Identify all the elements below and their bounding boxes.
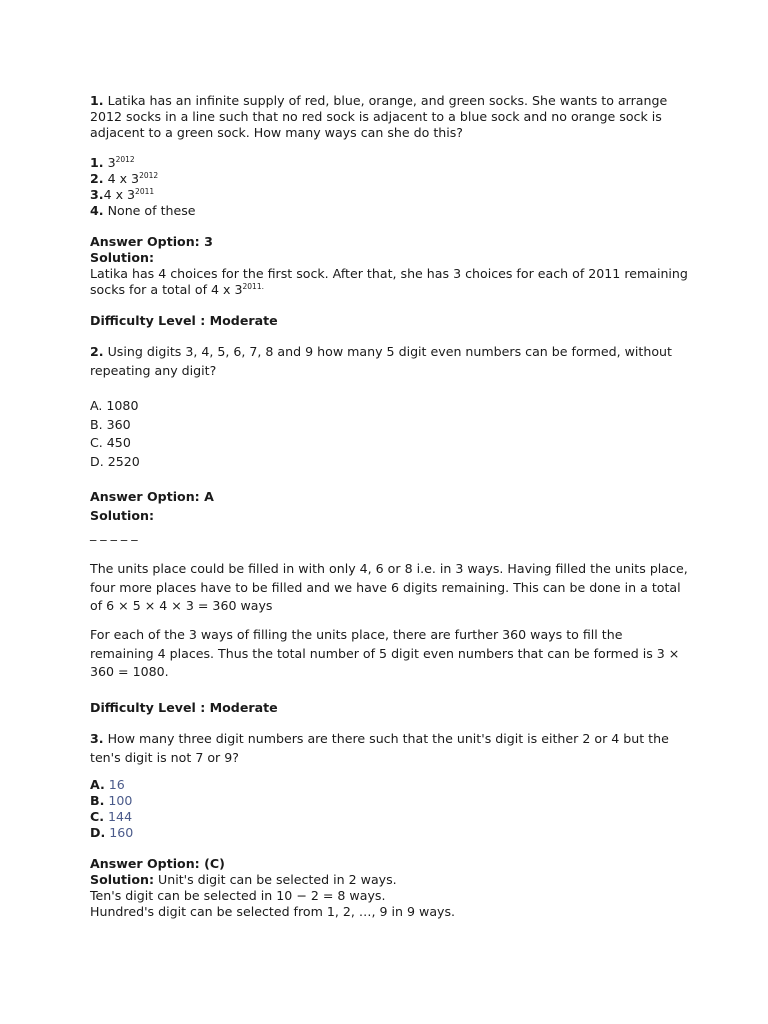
solution-line-1: Solution: Unit's digit can be selected in 2 ways. <box>90 872 397 887</box>
q2-answer-block <box>90 488 690 544</box>
q2-options <box>90 397 690 471</box>
solution-label: Solution: <box>90 250 154 265</box>
question-number: 2. <box>90 344 104 359</box>
question-number: 3. <box>90 731 104 746</box>
digit-blanks: _ _ _ _ _ <box>90 526 138 541</box>
question-2 <box>90 343 690 380</box>
q2-paragraph-2: For each of the 3 ways of filling the units place, there are further 360 ways to fill the remaining 4 places. Thus the total number of 5 digit even numbers that can be formed is 3 × 360 = 1080. <box>90 627 680 679</box>
solution-line-2: Ten's digit can be selected in 10 − 2 = 8 ways. <box>90 888 386 903</box>
option-b: B. 360 <box>90 416 131 432</box>
q1-answer-block <box>90 234 690 298</box>
option-3: 3.4 x $3^{2011}$ <box>90 187 155 202</box>
answer-option: Answer Option: A <box>90 489 214 504</box>
solution-label: Solution: <box>90 507 154 523</box>
option-c: C. 450 <box>90 435 131 450</box>
question-text: Using digits 3, 4, 5, 6, 7, 8 and 9 how many 5 digit even numbers can be formed, without repeating any digit? <box>90 344 672 378</box>
answer-option: Answer Option: (C) <box>90 856 225 871</box>
solution-line-3: Hundred's digit can be selected from 1, 2, …, 9 in 9 ways. <box>90 904 456 919</box>
option-b: B. 100 <box>90 793 133 808</box>
option-c: C. 144 <box>90 809 133 824</box>
q1-difficulty: Difficulty Level : Moderate <box>90 313 278 328</box>
solution-text: Latika has 4 choices for the first sock. After that, she has 3 choices for each of 2011 remaining socks for a total of 4 x $3^{2011.}$ <box>90 266 688 297</box>
question-text: How many three digit numbers are there such that the unit's digit is either 2 or 4 but the ten's digit is not 7 or 9? <box>90 731 669 765</box>
option-4: 4. None of these <box>90 203 196 218</box>
question-number: 1. <box>90 93 104 108</box>
q1-options <box>90 155 690 219</box>
q2-paragraph-1: The units place could be filled in with only 4, 6 or 8 i.e. in 3 ways. Having filled the units place, four more places have to be filled and we have 6 digits remaining. This can be done in a total of 6 × 5 × 4 × 3 = 360 ways <box>90 561 688 613</box>
q3-options <box>90 777 690 841</box>
question-3 <box>90 730 690 767</box>
option-a: A. 16 <box>90 777 125 792</box>
question-1 <box>90 93 690 141</box>
option-a: A. 1080 <box>90 398 139 413</box>
q2-difficulty: Difficulty Level : Moderate <box>90 700 278 715</box>
answer-option: Answer Option: 3 <box>90 234 213 249</box>
option-2: 2. 4 x $3^{2012}$ <box>90 171 159 186</box>
option-d: D. 2520 <box>90 453 140 469</box>
q3-answer-block <box>90 856 690 920</box>
option-d: D. 160 <box>90 825 134 840</box>
option-1: 1. $3^{2012}$ <box>90 155 135 170</box>
question-text: Latika has an infinite supply of red, blue, orange, and green socks. She wants to arrange 2012 socks in a line such that no red sock is adjacent to a blue sock and no orange sock is adjacent to a green sock. How many ways can she do this? <box>90 93 668 140</box>
